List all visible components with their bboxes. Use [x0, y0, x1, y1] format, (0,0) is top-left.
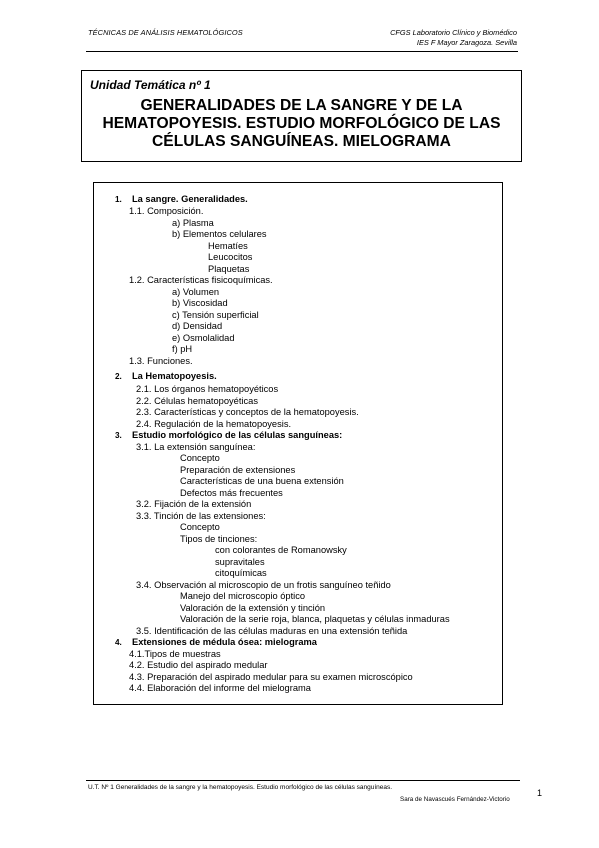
toc-subsection: 4.3. Preparación del aspirado medular para su examen microscópico	[129, 672, 413, 682]
toc-item: a) Plasma	[172, 218, 214, 228]
toc-item: b) Viscosidad	[172, 298, 228, 308]
toc-item: Preparación de extensiones	[180, 465, 296, 475]
toc-subitem: supravitales	[215, 557, 265, 567]
toc-item: Tipos de tinciones:	[180, 534, 258, 544]
toc-subsection: 1.3. Funciones.	[129, 356, 193, 366]
table-of-contents	[93, 182, 503, 705]
toc-subsection: 4.2. Estudio del aspirado medular	[129, 660, 268, 670]
toc-subitem: Hematíes	[208, 241, 248, 251]
toc-item: Concepto	[180, 453, 220, 463]
unit-label: Unidad Temática nº 1	[90, 78, 211, 92]
header-school-info	[390, 28, 517, 48]
toc-subitem: Plaquetas	[208, 264, 250, 274]
unit-title	[82, 97, 521, 151]
toc-subsection: 3.4. Observación al microscopio de un frotis sanguíneo teñido	[136, 580, 391, 590]
toc-subsection: 2.1. Los órganos hematopoyéticos	[136, 384, 279, 394]
unit-title-box	[81, 70, 522, 162]
toc-subsection: 4.1.Tipos de muestras	[129, 649, 221, 659]
toc-item: d) Densidad	[172, 321, 223, 331]
header-school: IES F Mayor Zaragoza. Sevilla	[416, 38, 517, 47]
toc-subsection: 3.2. Fijación de la extensión	[136, 499, 252, 509]
toc-section-heading: 3. Estudio morfológico de las células sanguíneas:	[115, 430, 343, 440]
toc-section-heading: 4. Extensiones de médula ósea: mielograma	[115, 637, 317, 647]
toc-subsection: 3.3. Tinción de las extensiones:	[136, 511, 266, 521]
toc-subsection: 4.4. Elaboración del informe del mielograma	[129, 683, 311, 693]
page-number: 1	[537, 788, 543, 798]
header-program: CFGS Laboratorio Clínico y Biomédico	[390, 28, 517, 37]
toc-section-heading: 1. La sangre. Generalidades.	[115, 194, 248, 204]
toc-item: Concepto	[180, 522, 220, 532]
toc-item: Valoración de la extensión y tinción	[180, 603, 326, 613]
toc-item: e) Osmolalidad	[172, 333, 235, 343]
unit-title-line: CÉLULAS SANGUÍNEAS. MIELOGRAMA	[152, 133, 451, 150]
toc-item: c) Tensión superficial	[172, 310, 259, 320]
toc-subsection: 3.5. Identificación de las células maduras en una extensión teñida	[136, 626, 408, 636]
toc-subsection: 1.2. Características fisicoquímicas.	[129, 275, 273, 285]
header-rule	[86, 51, 518, 52]
unit-title-line: HEMATOPOYESIS. ESTUDIO MORFOLÓGICO DE LAS	[102, 115, 501, 132]
toc-subsection: 1.1. Composición.	[129, 206, 204, 216]
unit-title-line: GENERALIDADES DE LA SANGRE Y DE LA	[140, 97, 463, 114]
footer-rule	[86, 780, 520, 781]
toc-subsection: 3.1. La extensión sanguínea:	[136, 442, 256, 452]
toc-item: Valoración de la serie roja, blanca, plaquetas y células inmaduras	[180, 614, 450, 624]
toc-item: a) Volumen	[172, 287, 220, 297]
toc-item: Características de una buena extensión	[180, 476, 344, 486]
toc-item: f) pH	[172, 344, 193, 354]
footer-author: Sara de Navascués Fernández-Victorio	[400, 796, 510, 803]
toc-subitem: Leucocitos	[208, 252, 253, 262]
toc-subitem: citoquímicas	[215, 568, 267, 578]
toc-subsection: 2.4. Regulación de la hematopoyesis.	[136, 419, 292, 429]
toc-subsection: 2.2. Células hematopoyéticas	[136, 396, 258, 406]
toc-section-heading: 2. La Hematopoyesis.	[115, 371, 217, 381]
header-course-title: TÉCNICAS DE ANÁLISIS HEMATOLÓGICOS	[88, 28, 243, 37]
toc-subsection: 2.3. Características y conceptos de la hematopoyesis.	[136, 407, 359, 417]
toc-item: Defectos más frecuentes	[180, 488, 283, 498]
toc-subitem: con colorantes de Romanowsky	[215, 545, 347, 555]
toc-item: Manejo del microscopio óptico	[180, 591, 306, 601]
toc-item: b) Elementos celulares	[172, 229, 267, 239]
footer-unit-title: U.T. Nº 1 Generalidades de la sangre y la hematopoyesis. Estudio morfológico de las células sanguíneas.	[88, 784, 393, 791]
